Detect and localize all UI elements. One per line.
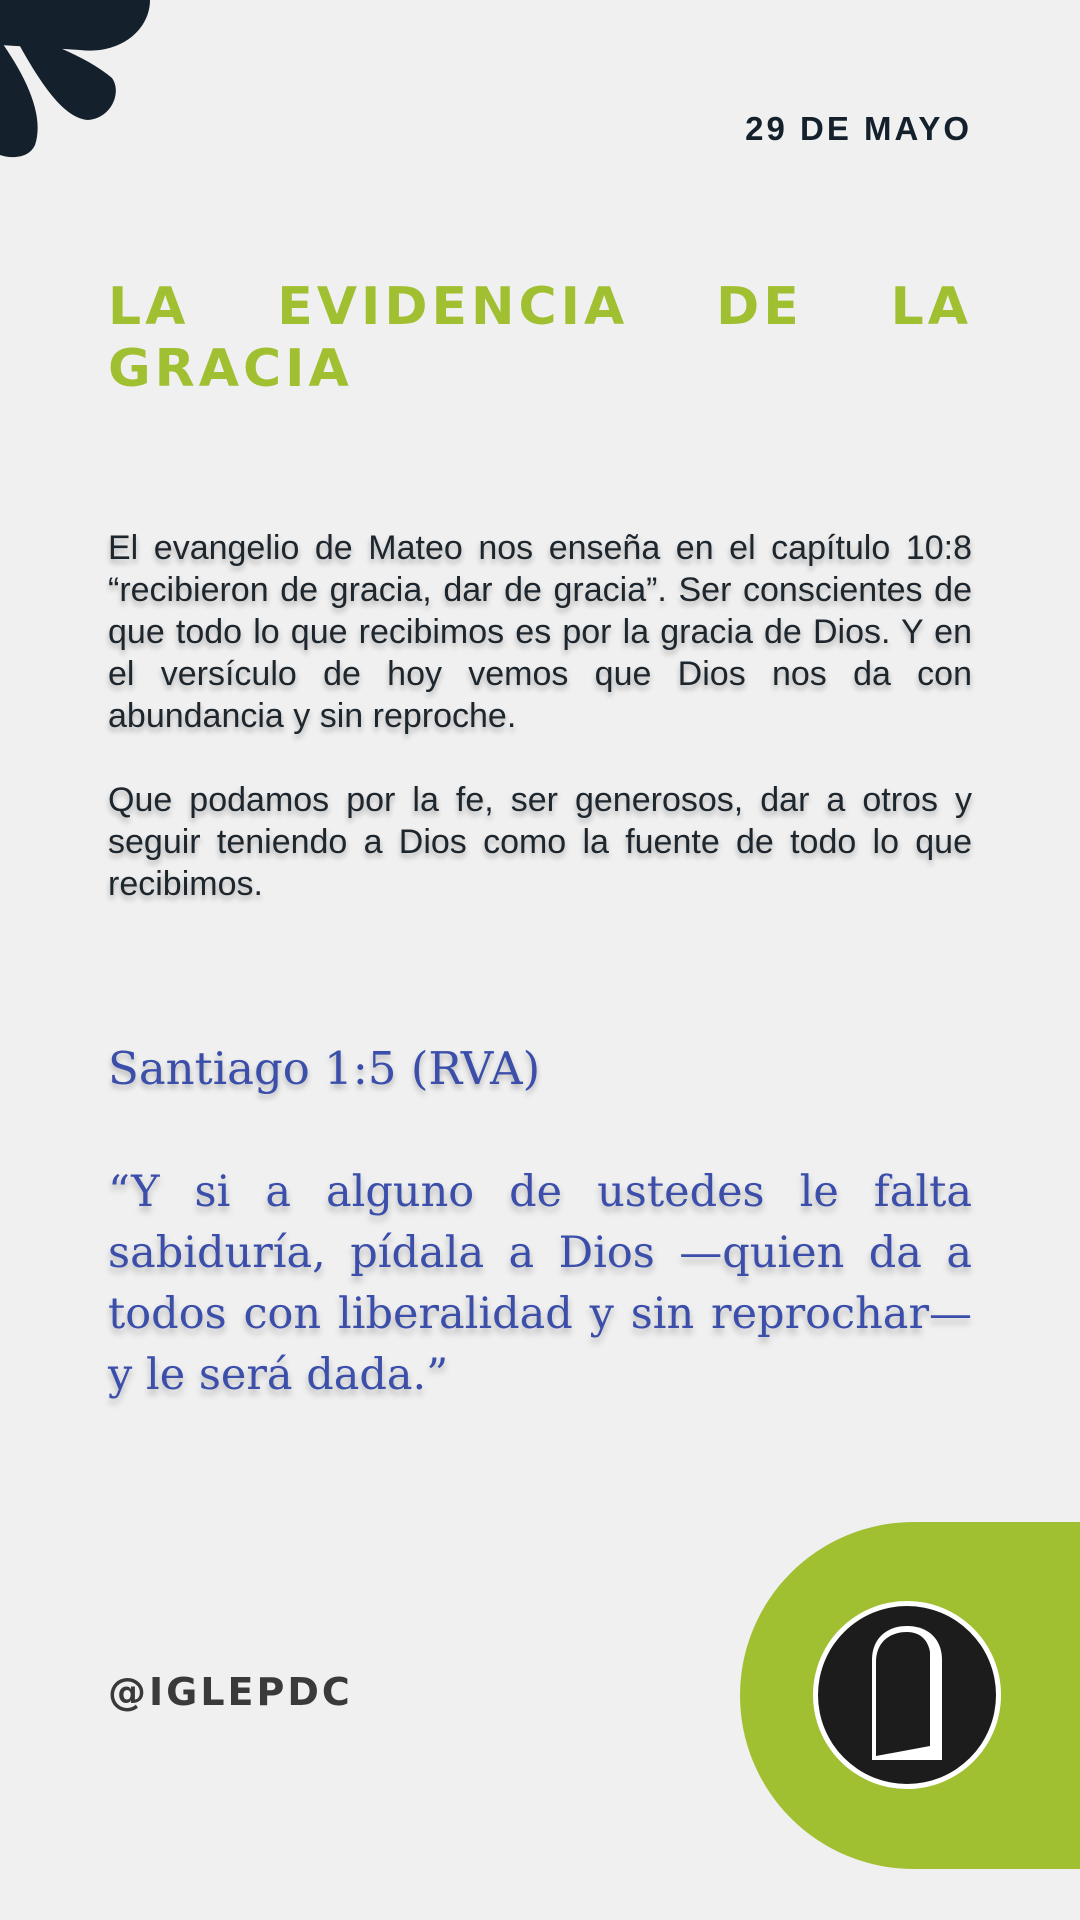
date-label: 29 DE MAYO — [745, 110, 972, 147]
devotional-title: LA EVIDENCIA DE LA GRACIA — [108, 277, 972, 399]
verse-reference: Santiago 1:5 (RVA) — [108, 1042, 541, 1095]
church-door-logo-icon — [812, 1600, 1002, 1790]
social-handle: @IGLEPDC — [108, 1670, 353, 1714]
devotional-body — [108, 527, 972, 947]
paragraph: El evangelio de Mateo nos enseña en el capítulo 10:8 “recibieron de gracia, dar de gracia”. Ser conscientes de que todo lo que recibimos es por la gracia de Dios. Y en el versículo de hoy vemos que Dios nos da con abundancia y sin reproche. — [108, 529, 972, 735]
paragraph: Que podamos por la fe, ser generosos, dar a otros y seguir teniendo a Dios como la fuente de todo lo que recibimos. — [108, 781, 972, 903]
verse-quote: “Y si a alguno de ustedes le falta sabiduría, pídala a Dios —quien da a todos con liberalidad y sin reprochar— y le será dada.” — [108, 1167, 972, 1400]
flower-petals-icon — [0, 0, 170, 170]
